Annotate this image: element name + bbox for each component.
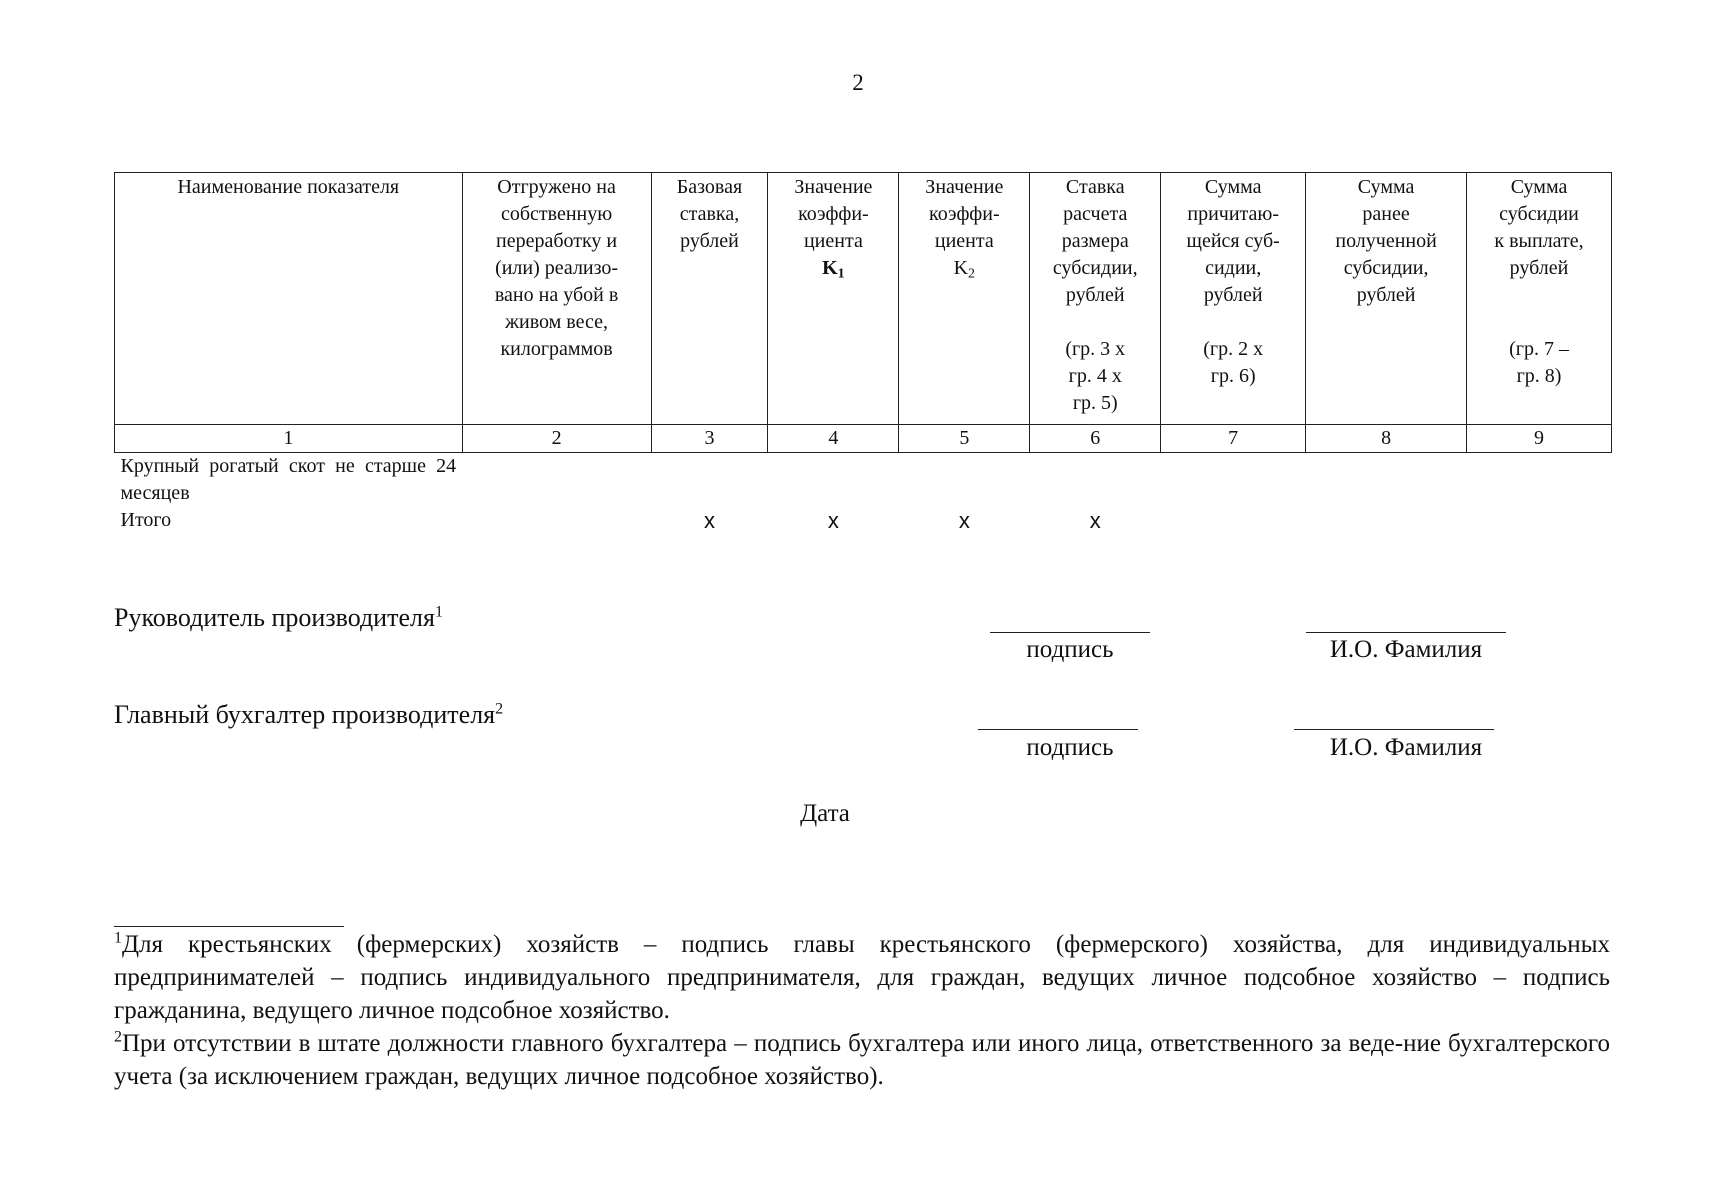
table-header-row — [115, 173, 1612, 425]
header-coefficient-k2: Значение коэффи- циента $K_2$ — [899, 173, 1030, 425]
table-cell — [462, 507, 651, 534]
header-shipped-weight: Отгружено на собственную переработку и (или) реализо- вано на убой в живом весе, килограммов — [462, 173, 651, 425]
column-number: 6 — [1030, 425, 1161, 453]
table-cell-x: х — [827, 508, 839, 533]
header-base-rate: Базовая ставка, рублей — [651, 173, 768, 425]
row-name-total: Итого — [120, 509, 172, 531]
table-cell — [1467, 507, 1612, 534]
accountant-name-line — [1294, 729, 1494, 730]
accountant-signature-label: подпись — [1026, 734, 1114, 761]
table-cell — [768, 453, 899, 508]
column-number: 5 — [899, 425, 1030, 453]
footnote-separator — [114, 926, 344, 927]
accountant-name-label: И.О. Фамилия — [1329, 734, 1483, 761]
column-number: 4 — [768, 425, 899, 453]
header-indicator-name: Наименование показателя — [115, 173, 463, 425]
column-number: 3 — [651, 425, 768, 453]
page-number: 2 — [852, 70, 864, 95]
header-subsidy-due: Сумма причитаю- щейся суб- сидии, рублей (гр. 2 х гр. 6) — [1161, 173, 1306, 425]
head-signature-label: подпись — [1026, 636, 1114, 663]
table-cell — [651, 453, 768, 508]
table-cell — [462, 453, 651, 508]
table-cell-x: х — [958, 508, 970, 533]
table-cell-x: х — [703, 508, 715, 533]
date-label: Дата — [800, 800, 850, 827]
head-signature-title: Руководитель производителя$^1$ — [114, 603, 443, 632]
row-name-cattle: Крупный рогатый скот не старше 24 месяцев — [120, 455, 457, 504]
column-number: 8 — [1306, 425, 1467, 453]
table-cell — [899, 453, 1030, 508]
subsidy-table — [114, 172, 1612, 534]
footnote-mark: 1 — [434, 603, 443, 621]
head-name-label: И.О. Фамилия — [1329, 636, 1483, 663]
header-previously-received: Сумма ранее полученной субсидии, рублей — [1306, 173, 1467, 425]
table-row-total — [115, 507, 1612, 534]
table-cell — [1161, 453, 1306, 508]
accountant-signature-title: Главный бухгалтер производителя$^2$ — [114, 700, 504, 729]
table-cell — [1306, 507, 1467, 534]
table-cell — [1306, 453, 1467, 508]
column-number: 2 — [462, 425, 651, 453]
table-cell-x: х — [1089, 508, 1101, 533]
header-subsidy-rate: Ставка расчета размера субсидии, рублей (гр. 3 х гр. 4 х гр. 5) — [1030, 173, 1161, 425]
header-subsidy-payable: Сумма субсидии к выплате, рублей (гр. 7 – гр. 8) — [1467, 173, 1612, 425]
head-signature-line — [990, 632, 1150, 633]
column-number: 1 — [115, 425, 463, 453]
head-name-line — [1306, 632, 1506, 633]
table-cell — [1030, 453, 1161, 508]
accountant-signature-line — [978, 729, 1138, 730]
header-coefficient-k1: Значение коэффи- циента $K_1$ — [768, 173, 899, 425]
footnote-1: $^1$Для крестьянских (фермерских) хозяйств – подпись главы крестьянского (фермерского) хозяйства, для индивидуальных предпринимателей – подпись индивидуального предпринимателя, для граждан, ведущих личное подсобное хозяйство – подпись гражданина, ведущего личное подсобное хозяйство. — [114, 929, 1610, 1024]
table-cell — [1467, 453, 1612, 508]
footnote-mark: 2 — [495, 700, 504, 718]
footnotes — [114, 928, 1610, 1093]
footnote-2: $^2$При отсутствии в штате должности главного бухгалтера – подпись бухгалтера или иного лица, ответственного за веде-ние бухгалтерского учета (за исключением граждан, ведущих личное подсобное хозяйство). — [114, 1028, 1610, 1090]
table-cell — [1161, 507, 1306, 534]
table-row-cattle — [115, 453, 1612, 508]
column-number: 9 — [1467, 425, 1612, 453]
column-numbers-row — [115, 425, 1612, 453]
column-number: 7 — [1161, 425, 1306, 453]
